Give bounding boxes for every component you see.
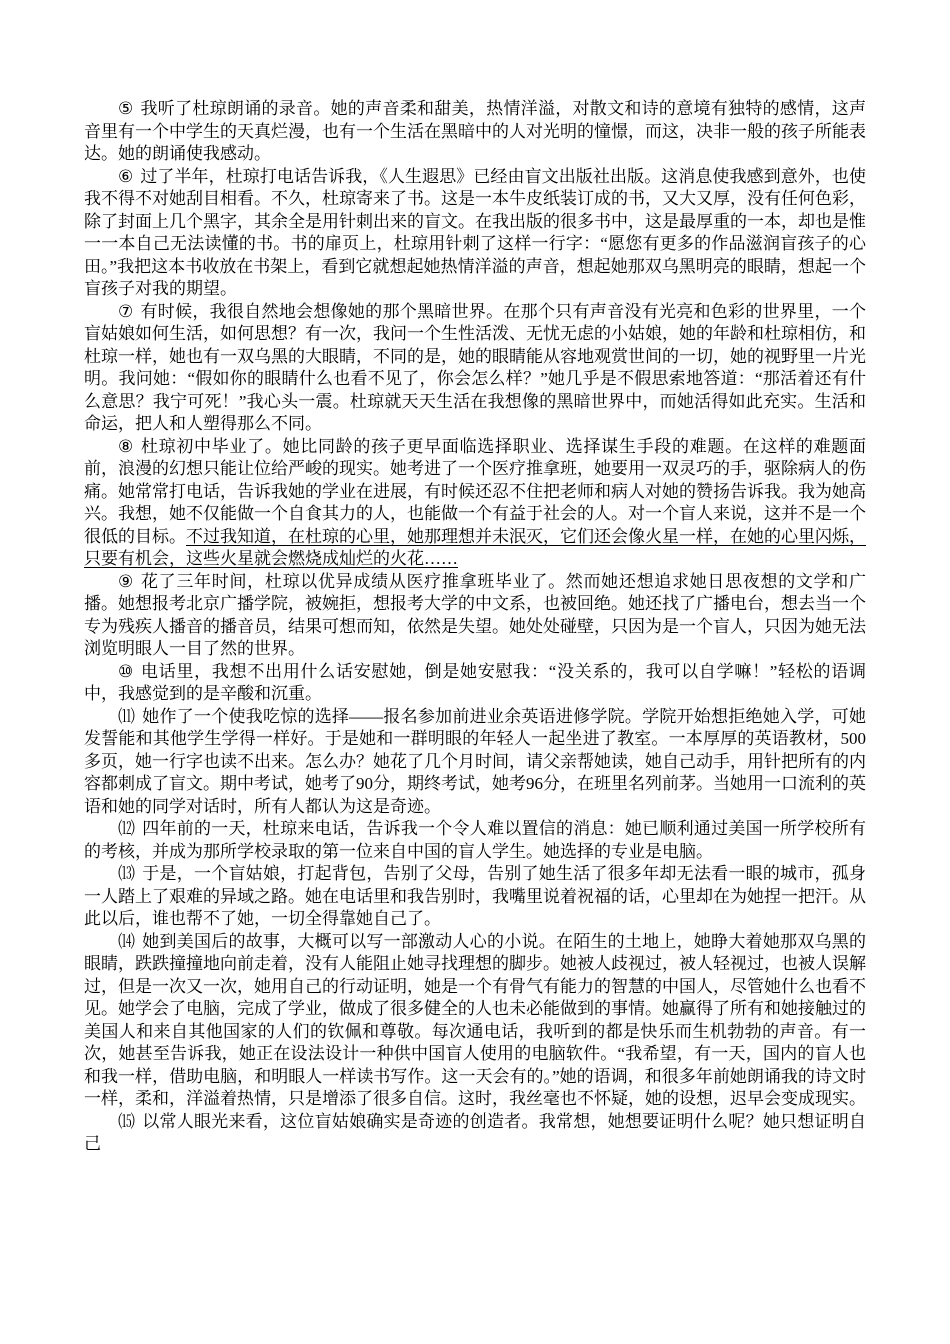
paragraph-9-marker: ⑨ [118, 571, 134, 591]
paragraph-14-marker: ⒁ [118, 931, 136, 951]
document-body [84, 98, 866, 1156]
paragraph-13-marker: ⒀ [118, 864, 136, 883]
paragraph-8-text: 杜琼初中毕业了。她比同龄的孩子更早面临选择职业、选择谋生手段的难题。在这样的难题面前，浪漫的幻想只能让位给严峻的现实。她考进了一个医疗推拿班，她要用一双灵巧的手，驱除病人的伤痛。她常常打电话，告诉我她的学业在进展，有时候还忍不住把老师和病人对她的赞扬告诉我。我为她高兴。我想，她不仅能做一个自食其力的人，也能做一个有益于社会的人。对一个盲人来说，这并不是一个很低的目标。 [84, 436, 866, 546]
paragraph-8-marker: ⑧ [118, 436, 134, 456]
paragraph-6-marker: ⑥ [118, 166, 134, 186]
paragraph-8-underlined-text: 不过我知道，在杜琼的心里，她那理想并未泯灭，它们还会像火星一样，在她的心里闪烁，只要有机会，这些火星就会燃烧成灿烂的火花…… [84, 526, 866, 568]
paragraph-12 [84, 818, 866, 863]
paragraph-10 [84, 661, 866, 706]
paragraph-10-text: 电话里，我想不出用什么话安慰她，倒是她安慰我：“没关系的，我可以自学嘛！”轻松的语调中，我感觉到的是辛酸和沉重。 [84, 661, 866, 703]
paragraph-12-text: 四年前的一天，杜琼来电话，告诉我一个令人难以置信的消息：她已顺利通过美国一所学校所有的考核，并成为那所学校录取的第一位来自中国的盲人学生。她选择的专业是电脑。 [84, 819, 867, 861]
paragraph-13-text: 于是，一个盲姑娘，打起背包，告别了父母，告别了她生活了很多年却无法看一眼的城市，孤身一人踏上了艰难的异域之路。她在电话里和我告别时，我嘴里说着祝福的话，心里却在为她捏一把汗。从此以后，谁也帮不了她，一切全得靠她自己了。 [84, 864, 867, 928]
paragraph-6 [84, 166, 866, 301]
paragraph-5-marker: ⑤ [118, 99, 134, 118]
paragraph-9 [84, 571, 866, 661]
paragraph-7-text: 有时候，我很自然地会想像她的那个黑暗世界。在那个只有声音没有光亮和色彩的世界里，一个盲姑娘如何生活，如何思想？有一次，我问一个生性活泼、无忧无虑的小姑娘，她的年龄和杜琼相仿，和杜琼一样，她也有一双乌黑的大眼睛，不同的是，她的眼睛能从容地观赏世间的一切，她的视野里一片光明。我问她：“假如你的眼睛什么也看不见了，你会怎么样？”她几乎是不假思索地答道：“那活着还有什么意思？我宁可死！”我心头一震。杜琼就天天生活在我想像的黑暗世界中，而她活得如此充实。生活和命运，把人和人塑得那么不同。 [84, 301, 866, 433]
paragraph-8 [84, 436, 866, 571]
paragraph-11-marker: ⑾ [118, 706, 136, 726]
paragraph-14 [84, 931, 866, 1111]
paragraph-7-marker: ⑦ [118, 301, 134, 321]
paragraph-15 [84, 1111, 866, 1156]
paragraph-11 [84, 706, 866, 819]
paragraph-15-text: 以常人眼光来看，这位盲姑娘确实是奇迹的创造者。我常想，她想要证明什么呢？她只想证明自己 [84, 1111, 867, 1153]
paragraph-15-marker: ⒂ [118, 1111, 136, 1131]
paragraph-5-text: 我听了杜琼朗诵的录音。她的声音柔和甜美，热情洋溢，对散文和诗的意境有独特的感情，这声音里有一个中学生的天真烂漫，也有一个生活在黑暗中的人对光明的憧憬，而这，决非一般的孩子所能表达。她的朗诵使我感动。 [84, 99, 866, 163]
paragraph-13 [84, 863, 866, 931]
paragraph-9-text: 花了三年时间，杜琼以优异成绩从医疗推拿班毕业了。然而她还想追求她日思夜想的文学和广播。她想报考北京广播学院，被婉拒，想报考大学的中文系，也被回绝。她还找了广播电台，想去当一个专为残疾人播音的播音员，结果可想而知，依然是失望。她处处碰壁，只因为是一个盲人，只因为她无法浏览明眼人一目了然的世界。 [84, 571, 866, 658]
paragraph-7 [84, 301, 866, 436]
paragraph-12-marker: ⑿ [118, 819, 136, 838]
paragraph-14-text: 她到美国后的故事，大概可以写一部激动人心的小说。在陌生的土地上，她睁大着她那双乌黑的眼睛，跌跌撞撞地向前走着，没有人能阻止她寻找理想的脚步。她被人歧视过，被人轻视过，也被人误解过，但是一次又一次，她用自己的行动证明，她是一个有骨气有能力的智慧的中国人，尽管她什么也看不见。她学会了电脑，完成了学业，做成了很多健全的人也未必能做到的事情。她赢得了所有和她接触过的美国人和来自其他国家的人们的钦佩和尊敬。每次通电话，我听到的都是快乐而生机勃勃的声音。有一次，她甚至告诉我，她正在设法设计一种供中国盲人使用的电脑软件。“我希望，有一天，国内的盲人也和我一样，借助电脑，和明眼人一样读书写作。这一天会有的。”她的语调，和很多年前她朗诵我的诗文时一样，柔和，洋溢着热情，只是增添了很多自信。这时，我丝毫也不怀疑，她的设想，迟早会变成现实。 [84, 931, 867, 1108]
paragraph-6-text: 过了半年，杜琼打电话告诉我，《人生遐思》已经由盲文出版社出版。这消息使我感到意外，也使我不得不对她刮目相看。不久，杜琼寄来了书。这是一本牛皮纸装订成的书，又大又厚，没有任何色彩，除了封面上几个黑字，其余全是用针刺出来的盲文。在我出版的很多书中，这是最厚重的一本，却也是惟一一本自己无法读懂的书。书的扉页上，杜琼用针刺了这样一行字：“愿您有更多的作品滋润盲孩子的心田。”我把这本书收放在书架上，看到它就想起她热情洋溢的声音，想起她那双乌黑明亮的眼睛，想起一个盲孩子对我的期望。 [84, 166, 867, 298]
paragraph-11-text: 她作了一个使我吃惊的选择——报名参加前进业余英语进修学院。学院开始想拒绝她入学，可她发誓能和其他学生学得一样好。于是她和一群明眼的年轻人一起坐进了教室。一本厚厚的英语教材，500多页，她一行字也读不出来。怎么办？她花了几个月时间，请父亲帮她读，她自己动手，用针把所有的内容都刺成了盲文。期中考试，她考了90分，期终考试，她考96分，在班里名列前茅。当她用一口流利的英语和她的同学对话时，所有人都认为这是奇迹。 [84, 706, 867, 816]
paragraph-10-marker: ⑩ [118, 661, 134, 681]
paragraph-5 [84, 98, 866, 166]
